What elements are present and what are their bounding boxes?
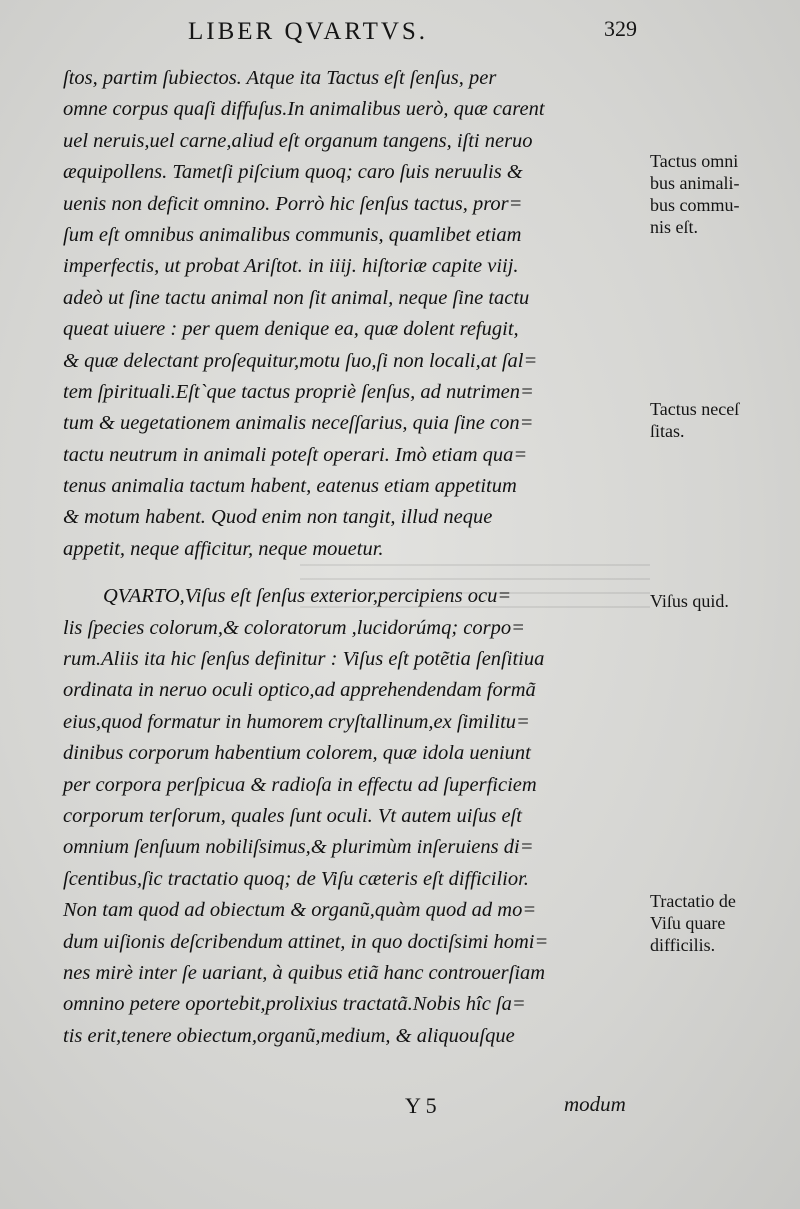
margin-note-line: bus animali-: [650, 173, 740, 193]
margin-note-line: Viſu quare: [650, 913, 726, 933]
margin-note-line: Viſus quid.: [650, 591, 729, 611]
text-line: æquipollens. Tametſi piſcium quoq; caro ſuis neruulis &: [63, 161, 523, 184]
text-line: omnino petere oportebit,prolixius tractatã.Nobis hîc ſa=: [63, 993, 526, 1016]
text-line: imperfectis, ut probat Ariſtot. in iiij. hiſtoriæ capite viij.: [63, 255, 519, 278]
text-line: rum.Aliis ita hic ſenſus definitur : Viſus eſt potẽtia ſenſitiua: [63, 648, 545, 671]
margin-note-line: ſitas.: [650, 421, 685, 441]
text-line: omne corpus quaſi diffuſus.In animalibus uerò, quæ carent: [63, 98, 545, 121]
text-line: dum uiſionis deſcribendum attinet, in quo doctiſsimi homi=: [63, 930, 549, 953]
margin-note-visus-quid: [650, 590, 795, 612]
text-line: lis ſpecies colorum,& coloratorum ,lucidorúmq; corpo=: [63, 616, 525, 639]
text-line: uel neruis,uel carne,aliud eſt organum tangens, iſti neruo: [63, 129, 533, 152]
margin-note-tactus-necessitas: [650, 398, 795, 442]
text-line: QVARTO,Viſus eſt ſenſus exterior,percipiens ocu=: [103, 585, 512, 608]
margin-note-line: difficilis.: [650, 935, 716, 955]
margin-note-line: Tactus omni: [650, 151, 739, 171]
signature-mark: Y 5: [405, 1093, 437, 1118]
paragraph-gap: [63, 565, 643, 581]
catchword: modum: [564, 1092, 626, 1116]
text-line: tactu neutrum in animali poteſt operari. Imò etiam qua=: [63, 443, 528, 466]
text-line: adeò ut ſine tactu animal non ſit animal, neque ſine tactu: [63, 286, 530, 309]
text-line: ſum eſt omnibus animalibus communis, quamlibet etiam: [63, 223, 522, 246]
text-line: & motum habent. Quod enim non tangit, illud neque: [63, 506, 493, 529]
text-line: tis erit,tenere obiectum,organũ,medium, & aliquouſque: [63, 1024, 515, 1047]
text-line: Non tam quod ad obiectum & organũ,quàm quod ad mo=: [63, 899, 537, 922]
text-line: uenis non deficit omnino. Porrò hic ſenſus tactus, pror=: [63, 192, 523, 215]
text-line: dinibus corporum habentium colorem, quæ idola ueniunt: [63, 742, 531, 765]
text-line: tem ſpirituali.Eſt`que tactus propriè ſenſus, ad nutrimen=: [63, 380, 534, 403]
margin-note-line: Tactus neceſ: [650, 399, 740, 419]
text-line: tum & uegetationem animalis neceſſarius, quia ſine con=: [63, 412, 534, 435]
text-line: ordinata in neruo oculi optico,ad apprehendendam formã: [63, 679, 536, 702]
margin-note-tactus-communis: [650, 150, 795, 238]
body-text: [63, 63, 643, 1052]
text-line: ſtos, partim ſubiectos. Atque ita Tactus eſt ſenſus, per: [63, 67, 497, 89]
text-line: eius,quod formatur in humorem cryſtallinum,ex ſimilitu=: [63, 710, 530, 733]
text-line: appetit, neque afficitur, neque mouetur.: [63, 537, 384, 560]
text-line: corporum terſorum, quales ſunt oculi. Vt autem uiſus eſt: [63, 804, 522, 827]
text-line: nes mirè inter ſe uariant, à quibus etiã hanc controuerſiam: [63, 961, 546, 984]
running-head: LIBER QVARTVS.: [188, 18, 429, 45]
text-line: queat uiuere : per quem denique ea, quæ dolent refugit,: [63, 318, 519, 341]
text-line: per corpora perſpicua & radioſa in effectu ad ſuperficiem: [63, 773, 537, 796]
text-line: omnium ſenſuum nobiliſsimus,& plurimùm inſeruiens di=: [63, 836, 534, 859]
text-line: tenus animalia tactum habent, eatenus etiam appetitum: [63, 475, 517, 498]
margin-note-tractatio-de-visu: [650, 890, 795, 956]
text-line: ſcentibus,ſic tractatio quoq; de Viſu cæteris eſt difficilior.: [63, 867, 529, 890]
page-number: 329: [604, 16, 637, 41]
text-line: & quæ delectant proſequitur,motu ſuo,ſi non locali,at ſal=: [63, 349, 538, 372]
margin-note-line: Tractatio de: [650, 891, 736, 911]
margin-note-line: nis eſt.: [650, 217, 698, 237]
margin-note-line: bus commu-: [650, 195, 740, 215]
